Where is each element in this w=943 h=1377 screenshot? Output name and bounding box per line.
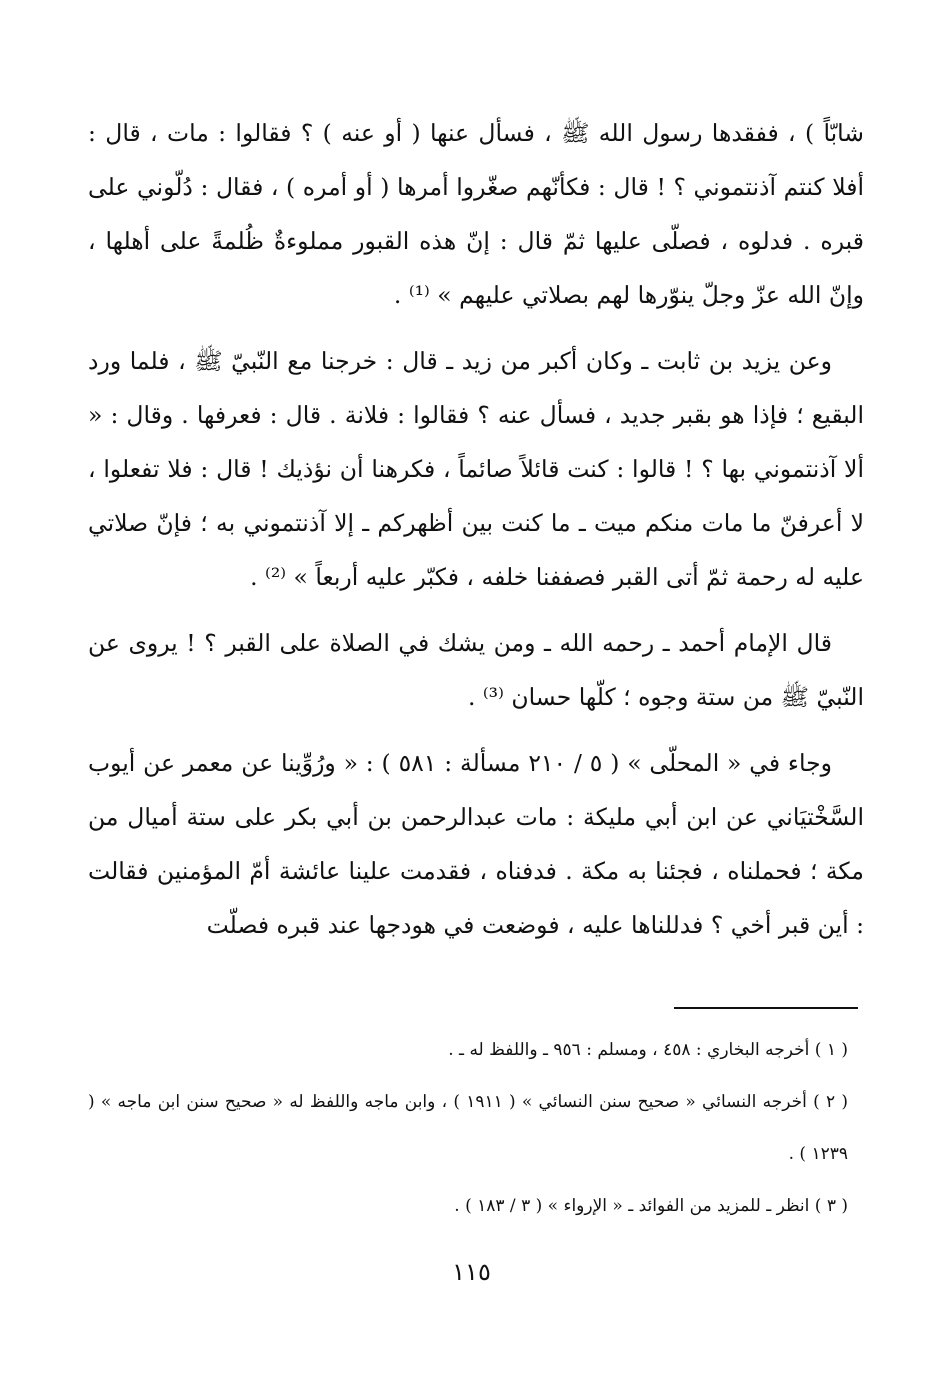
footnote-2: ( ٢ ) أخرجه النسائي « صحيح سنن النسائي » ( ١٩١١ ) ، وابن ماجه واللفظ له « صحيح سنن ابن ماجه » ( ١٢٣٩ ) . — [88, 1092, 848, 1164]
footnote-3: ( ٣ ) انظر ـ للمزيد من الفوائد ـ « الإرواء » ( ٣ / ١٨٣ ) . — [454, 1196, 848, 1216]
main-text — [88, 106, 864, 964]
paragraph-2: وعن يزيد بن ثابت ـ وكان أكبر من زيد ـ قال : خرجنا مع النّبيّ ﷺ ، فلما ورد البقيع ؛ فإذا هو بقبر جديد ، فسأل عنه ؟ فقالوا : فلانة . قال : فعرفها . وقال : « ألا آذنتموني بها ؟ ! قالوا : كنت قائلاً صائماً ، فكرهنا أن نؤذيك ! قال : فلا تفعلوا ، لا أعرفنّ ما مات منكم ميت ـ ما كنت بين أظهركم ـ إلا آذنتموني به ؛ فإنّ صلاتي عليه له رحمة ثمّ أتى القبر فصففنا خلفه ، فكبّر عليه أربعاً » ⁽²⁾ . — [88, 347, 864, 591]
footnote-1: ( ١ ) أخرجه البخاري : ٤٥٨ ، ومسلم : ٩٥٦ ـ واللفظ له ـ . — [448, 1040, 848, 1060]
footnote-divider — [674, 1007, 858, 1009]
paragraph-4: وجاء في « المحلّى » ( ٥ / ٢١٠ مسألة : ٥٨١ ) : « ورُوِّينا عن معمر عن أيوب السَّخْتيَاني عن ابن أبي مليكة : مات عبدالرحمن بن أبي بكر على ستة أميال من مكة ؛ فحملناه ، فجئنا به مكة . فدفناه ، فقدمت علينا عائشة أمّ المؤمنين فقالت : أين قبر أخي ؟ فدللناها عليه ، فوضعت في هودجها عند قبره فصلّت — [88, 749, 864, 939]
paragraph-1: شابّاً ) ، ففقدها رسول الله ﷺ ، فسأل عنها ( أو عنه ) ؟ فقالوا : مات ، قال : أفلا كنتم آذنتموني ؟ ! قال : فكأنّهم صغّروا أمرها ( أو أمره ) ، فقال : دُلّوني على قبره . فدلوه ، فصلّى عليها ثمّ قال : إنّ هذه القبور مملوءةٌ ظُلمةً على أهلها ، وإنّ الله عزّ وجلّ ينوّرها لهم بصلاتي عليهم » ⁽¹⁾ . — [88, 119, 864, 309]
footnotes — [88, 1024, 848, 1232]
paragraph-3: قال الإمام أحمد ـ رحمه الله ـ ومن يشك في الصلاة على القبر ؟ ! يروى عن النّبيّ ﷺ من ستة وجوه ؛ كلّها حسان ⁽³⁾ . — [88, 629, 864, 711]
page-number: ١١٥ — [452, 1258, 491, 1286]
